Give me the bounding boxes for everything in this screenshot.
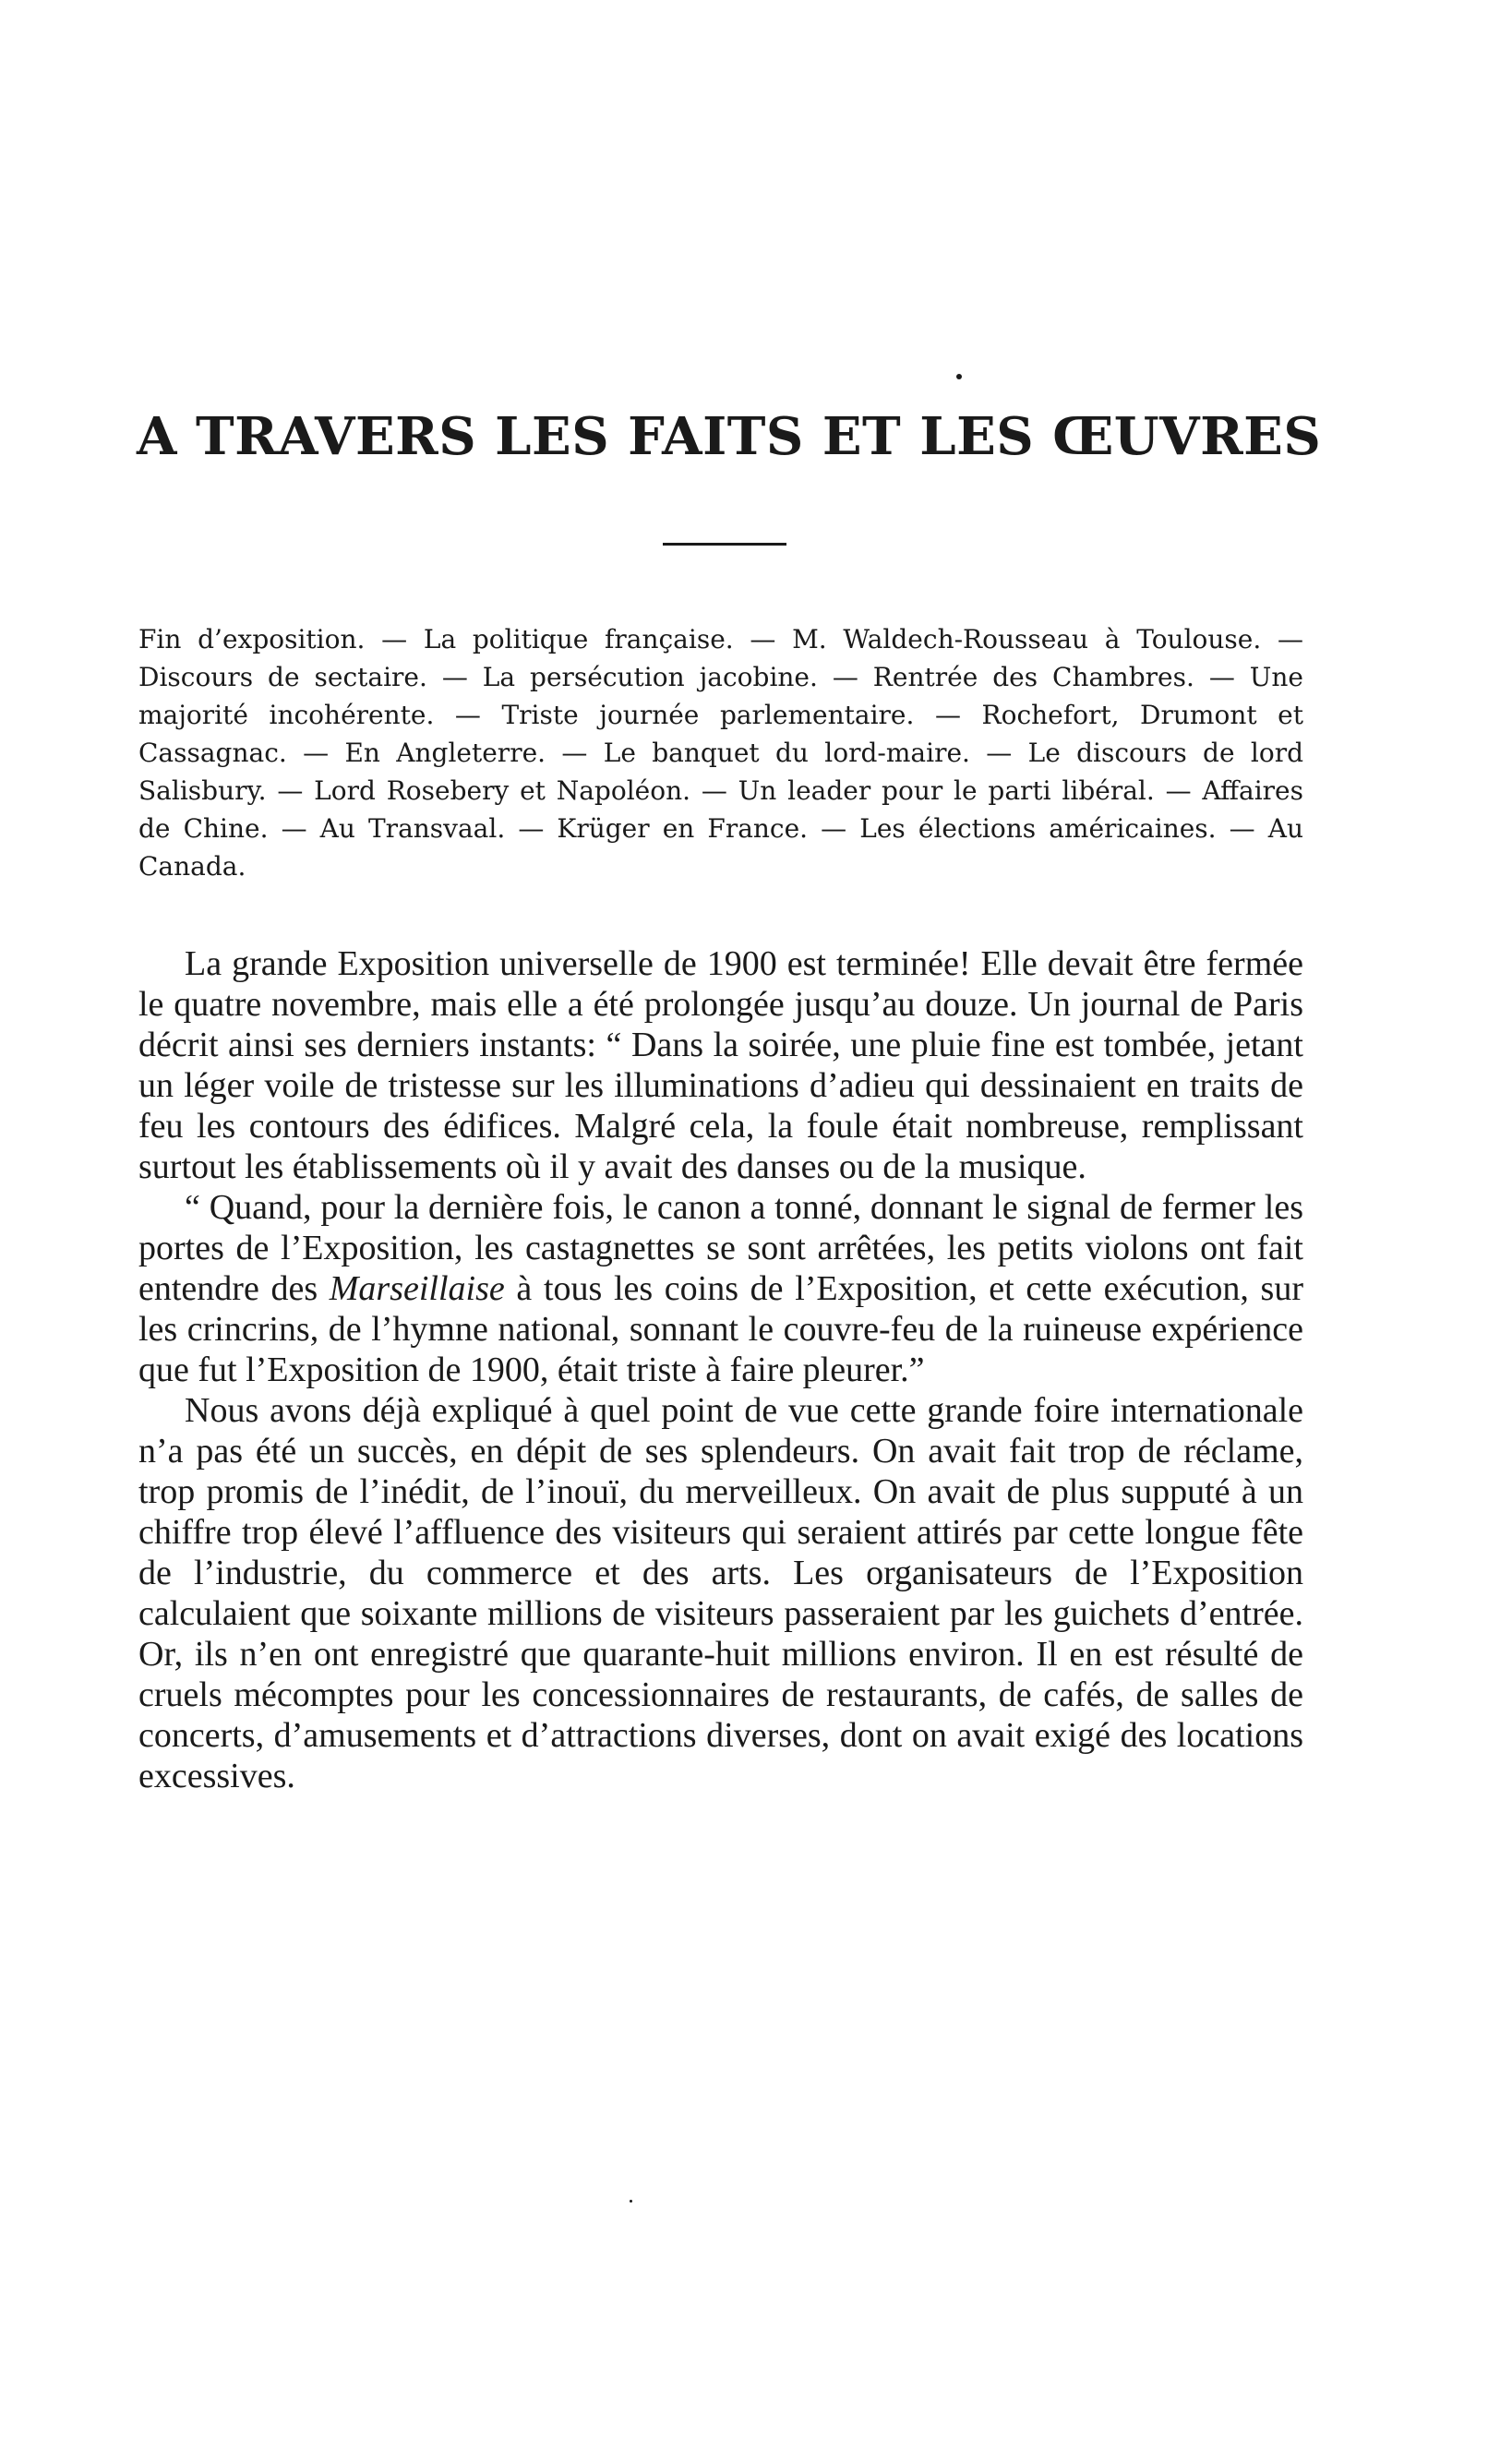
paragraph-text: “ Quand, pour la dernière fois, le canon a tonné, donnant le signal de fermer les portes de l’Exposition, les castagnettes se sont arrêtées, les petits violons ont fait entendre des xyxy=(138,1188,1303,1308)
ink-speck xyxy=(630,2200,632,2203)
ink-speck xyxy=(956,374,962,379)
page-title: A TRAVERS LES FAITS ET LES ŒUVRES xyxy=(137,406,1322,467)
emphasized-word: Marseillaise xyxy=(329,1269,505,1308)
title-divider xyxy=(663,543,786,546)
paragraph xyxy=(138,1187,1303,1390)
paragraph: La grande Exposition universelle de 1900 est terminée! Elle devait être fermée le quatre novembre, mais elle a été prolongée jusqu’au douze. Un journal de Paris décrit ainsi ses derniers instants: “ Dans la soirée, une pluie fine est tombée, jetant un léger voile de tristesse sur les illuminations d’adieu qui dessinaient en traits de feu les contours des édifices. Malgré cela, la foule était nombreuse, remplissant surtout les établissements où il y avait des danses ou de la musique. xyxy=(138,944,1303,1186)
chapter-summary: Fin d’exposition. — La politique française. — M. Waldech-Rousseau à Toulouse. — Discours de sectaire. — La persécution jacobine. — Rentrée des Chambres. — Une majorité incohérente. — Triste journée parlementaire. — Rochefort, Drumont et Cassagnac. — En Angleterre. — Le banquet du lord-maire. — Le discours de lord Salisbury. — Lord Rosebery et Napoléon. — Un leader pour le parti libéral. — Affaires de Chine. — Au Transvaal. — Krüger en France. — Les élections américaines. — Au Canada. xyxy=(138,624,1303,882)
article-body xyxy=(138,943,1303,1796)
paragraph: Nous avons déjà expliqué à quel point de vue cette grande foire internationale n’a pas été un succès, en dépit de ses splendeurs. On avait fait trop de réclame, trop promis de l’inédit, de l’inouï, du merveilleux. On avait de plus supputé à un chiffre trop élevé l’affluence des visiteurs qui seraient attirés par cette longue fête de l’industrie, du commerce et des arts. Les organisateurs de l’Exposition calculaient que soixante millions de visiteurs passeraient par les guichets d’entrée. Or, ils n’en ont enregistré que quarante-huit millions environ. Il en est résulté de cruels mécomptes pour les concessionnaires de restaurants, de cafés, de salles de concerts, d’amusements et d’attractions diverses, dont on avait exigé des locations excessives. xyxy=(138,1391,1303,1795)
paragraph-text: à tous les coins de l’Exposition, et cette exécution, sur les crincrins, de l’hymne national, sonnant le couvre-feu de la ruineuse expérience que fut l’Exposition de 1900, était triste à faire pleurer.” xyxy=(138,1269,1303,1389)
